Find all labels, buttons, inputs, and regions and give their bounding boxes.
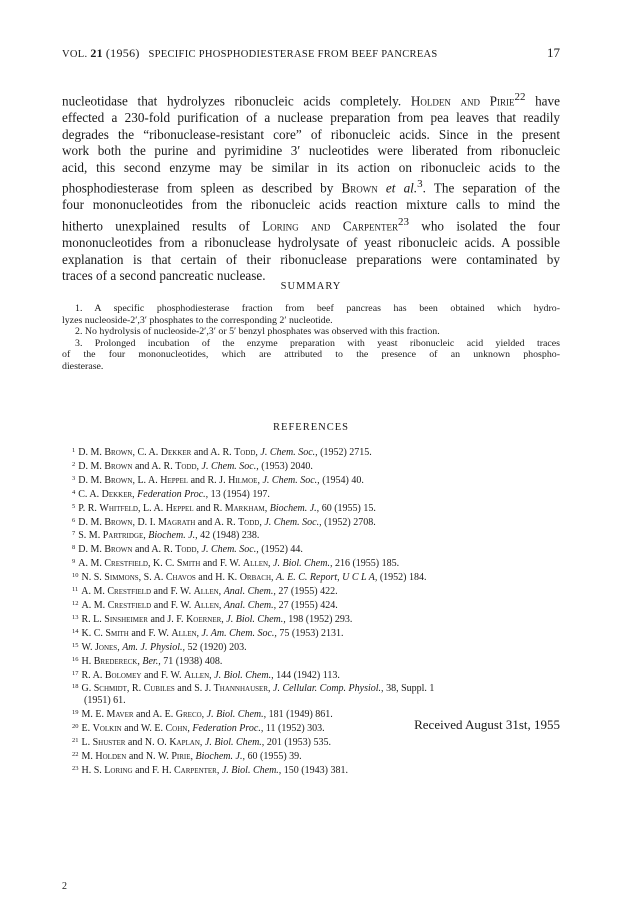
author-surname: Greco, [175,709,205,721]
author-surname: Thannhauser, [213,683,271,695]
summary-heading: SUMMARY [280,281,342,292]
reference-number: 21 [72,737,79,745]
reference-details: 75 (1953) 2131. [279,627,344,639]
reference-details: 201 (1953) 535. [266,737,331,749]
reference-journal: Anal. Chem., [223,586,276,598]
reference-journal: J. Chem. Soc., [264,516,322,528]
reference-journal: Am. J. Physiol., [122,641,185,653]
author-surname: Orbach, [239,572,274,584]
reference-details: (1953) 2040. [261,460,313,472]
author-surname: Maver [106,709,134,721]
volume-year: (1956) [105,46,140,60]
reference-item [72,528,562,542]
reference-journal: Biochem. J., [269,502,320,514]
body-line: degrades the “ribonuclease-resistant core” of ribonucleic acids. Since in the present [62,126,560,142]
author-surname: Loring [104,764,133,776]
reference-number: 4 [72,488,76,496]
reference-item [72,487,562,501]
reference-item [72,542,562,556]
reference-number: 2 [72,460,76,468]
reference-journal: J. Biol. Chem., [206,709,267,721]
summary-line: 2. No hydrolysis of nucleoside-2′,3′ or 5′ benzyl phosphates was observed with this fraction. [75,326,440,338]
reference-number: 23 [72,764,79,772]
reference-number: 19 [72,709,79,717]
reference-journal: Ber., [142,655,161,667]
author-surname: Simmons [104,572,139,584]
reference-authors: A. M. Crestfield, K. C. Smith and F. W. Allen, [78,558,271,570]
reference-number: 3 [72,474,76,482]
reference-item [72,570,562,584]
received-date: Received August 31st, 1955 [414,717,560,732]
author-surname: Allen, [171,627,200,639]
reference-journal: J. Chem. Soc., [262,474,320,486]
reference-authors: E. Volkin and W. E. Cohn, [81,723,190,735]
reference-item [72,515,562,529]
reference-journal: Biochem. J., [148,530,198,542]
reference-details: 27 (1955) 424. [278,599,338,611]
reference-authors: N. S. Simmons, S. A. Chavos and H. K. Orbach, [81,572,274,584]
reference-journal: A. E. C. Report, U C L A, [276,572,378,584]
summary-text [62,303,560,373]
reference-journal: J. Biol. Chem., [226,613,286,625]
page-number: 17 [547,45,560,60]
author-surname: Carpenter, [174,764,220,776]
running-header [62,45,560,63]
author-surname: Todd, [238,516,262,528]
author-surname: Sinsheimer [104,613,148,625]
author-surname: Allen, [184,669,212,681]
body-line: hitherto unexplained results of Loring and Carpenter$^{23}$ who isolated the four [62,215,561,234]
author-surname: Brown [104,474,133,486]
body-line: phosphodiesterase from spleen as described by Brown et al.$^3$. The separation of the [62,178,560,196]
author-citation: Loring and Carpenter [262,218,399,234]
reference-details: (1952) 44. [261,544,303,556]
reference-item [72,763,562,777]
summary-line: 1. A specific phosphodiesterase fraction from beef pancreas has been obtained which hydro- [75,303,560,314]
italic-text: et al. [385,180,418,196]
reference-journal: J. Chem. Soc., [201,460,259,472]
body-paragraph [62,89,560,285]
reference-authors: A. M. Crestfield and F. W. Allen, [81,586,222,598]
author-surname: Todd, [234,447,258,458]
summary-line: of the four mononucleotides, which are attributed to the presence of an unknown phospho- [62,349,560,361]
reference-details: 216 (1955) 185. [334,558,400,570]
author-surname: Heppel [165,502,194,514]
body-line: traces of a second pancreatic nuclease. [62,268,266,284]
reference-journal: Federation Proc., [192,723,264,735]
reference-journal: J. Am. Chem. Soc., [201,627,277,639]
reference-number: 1 [72,447,76,454]
reference-item [72,668,562,682]
reference-number: 9 [72,558,76,566]
reference-item [72,654,562,668]
reference-item [72,735,562,749]
body-line: four mononucleotides from the ribonucleic acids reaction mixture calls to mind the [62,197,560,213]
author-surname: Heppel [160,474,189,486]
reference-details: 11 (1952) 303. [265,723,325,735]
summary-line: diesterase. [62,360,104,372]
reference-item [72,598,562,612]
body-line: acid, this second enzyme may be similar in its action on ribonucleic acids to the [62,159,560,175]
author-surname: Cubiles [143,683,175,695]
reference-item [72,626,562,640]
reference-item [72,640,562,654]
reference-journal: J. Biol. Chem., [221,764,282,776]
reference-details: 150 (1943) 381. [283,764,348,776]
reference-authors: D. M. Brown, C. A. Dekker and A. R. Todd, [78,447,258,458]
reference-authors: C. A. Dekker, [78,488,135,500]
reference-number: 10 [72,572,79,580]
reference-item [72,556,562,570]
reference-details: 42 (1948) 238. [200,530,260,542]
reference-authors: W. Jones, [81,641,120,653]
author-surname: Kaplan, [169,737,203,749]
reference-authors: H. Bredereck, [81,655,140,667]
reference-number: 5 [72,502,76,510]
reference-number: 11 [72,586,79,594]
summary-line: 3. Prolonged incubation of the enzyme preparation with yeast ribonucleic acid yielded traces [75,337,560,349]
reference-authors: L. Shuster and N. O. Kaplan, [81,737,203,749]
reference-journal: Anal. Chem., [223,599,277,611]
author-surname: Shuster [92,737,126,749]
volume-number: 21 [90,46,103,60]
reference-journal: Biochem. J., [195,750,245,762]
author-surname: Partridge, [102,530,146,542]
reference-authors: D. M. Brown, L. A. Heppel and R. J. Hilmoe, [78,474,260,486]
author-surname: Holden [95,750,127,762]
reference-item [72,501,562,515]
reference-details: 60 (1955) 39. [247,750,302,762]
reference-number: 12 [72,599,79,607]
reference-item [72,681,562,695]
reference-item [72,584,562,598]
body-line: explanation is that certain of their ribonuclease preparations were contaminated by [62,251,560,267]
reference-number: 22 [72,750,79,758]
references-heading: REFERENCES [273,422,349,433]
author-surname: Smith [105,627,129,639]
reference-journal: J. Cellular. Comp. Physiol., [273,683,384,695]
reference-number: 18 [72,683,79,691]
author-surname: Smith [176,558,201,570]
reference-authors: R. L. Sinsheimer and J. F. Koerner, [81,613,224,625]
body-line: nucleotidase that hydrolyzes ribonucleic acids completely. Holden and Pirie$^{22}$ have [62,91,560,109]
reference-number: 16 [72,655,79,663]
reference-authors: M. Holden and N. W. Pirie, [81,750,194,762]
author-citation: Brown [341,180,378,196]
author-surname: Dekker [160,447,192,458]
reference-details: 144 (1942) 113. [276,669,340,681]
reference-details: 181 (1949) 861. [268,709,333,721]
author-surname: Dekker, [101,488,135,500]
author-surname: Chavos [165,572,196,584]
author-surname: Brown [104,516,133,528]
reference-number: 8 [72,544,76,552]
author-surname: Brown [104,460,133,472]
citation-superscript: 3 [417,178,423,191]
body-line: effected a 230-fold purification of a nuclease preparation from pea leaves that readily [62,109,560,125]
reference-item [72,473,562,487]
reference-item [72,749,562,763]
reference-details: 71 (1938) 408. [163,655,223,667]
reference-details: (1954) 40. [322,474,364,486]
reference-authors: R. A. Bolomey and F. W. Allen, [81,669,212,681]
reference-authors: M. E. Maver and A. E. Greco, [81,709,205,721]
reference-number: 17 [72,669,79,677]
author-surname: Crestfield [104,558,148,570]
reference-authors: D. M. Brown and A. R. Todd, [78,460,200,472]
reference-authors: P. R. Whitfeld, L. A. Heppel and R. Markham, [78,502,268,514]
reference-number: 15 [72,641,79,649]
reference-details: 13 (1954) 197. [210,488,270,500]
author-surname: Hilmoe, [228,474,260,486]
reference-details: 198 (1952) 293. [288,613,353,625]
author-surname: Todd, [175,460,200,472]
author-surname: Allen, [242,558,271,570]
reference-number: 6 [72,516,76,524]
body-line: work both the purine and pyrimidine 3′ nucleotides were liberated from ribonucleic [62,143,560,159]
reference-item [72,612,562,626]
reference-authors: D. M. Brown, D. I. Magrath and A. R. Todd, [78,516,262,528]
author-surname: Allen, [193,599,222,611]
citation-superscript: 22 [514,91,526,103]
author-surname: Volkin [92,723,122,735]
reference-journal: J. Biol. Chem., [204,737,265,749]
running-title: SPECIFIC PHOSPHODIESTERASE FROM BEEF PANCREAS [148,49,438,60]
citation-superscript: 23 [398,215,410,228]
reference-journal: J. Biol. Chem., [214,669,274,681]
author-surname: Whitfeld [99,502,138,514]
reference-details: (1952) 2708. [324,516,376,528]
reference-journal: J. Biol. Chem., [273,558,333,570]
reference-authors: K. C. Smith and F. W. Allen, [81,627,200,639]
author-surname: Bolomey [104,669,142,681]
reference-details: 52 (1920) 203. [187,641,247,653]
summary-line: lyzes nucleoside-2′,3′ phosphates to the corresponding 2′ nucleotide. [62,314,333,326]
reference-details: 38, Suppl. 1 [386,683,435,695]
author-surname: Bredereck, [93,655,140,667]
body-line: mononucleotides from a ribonuclease hydrolysate of yeast ribonucleic acids. A possible [62,234,560,250]
reference-authors: S. M. Partridge, [78,530,146,542]
reference-authors: G. Schmidt, R. Cubiles and S. J. Thannhauser, [81,683,271,695]
reference-details: 27 (1955) 422. [278,586,338,598]
author-citation: Holden and Pirie [410,93,515,109]
author-surname: Brown [104,544,133,556]
author-surname: Brown [104,447,133,458]
reference-item [72,445,562,459]
reference-authors: H. S. Loring and F. H. Carpenter, [81,764,220,776]
reference-item [72,459,562,473]
footer-number: 2 [62,881,67,892]
author-surname: Allen, [193,586,222,598]
reference-number: 7 [72,530,76,538]
reference-details: (1952) 2715. [320,447,372,458]
author-surname: Pirie, [171,750,194,762]
reference-journal: Federation Proc., [137,488,209,500]
volume-label: VOL. [62,49,88,60]
reference-number: 13 [72,613,79,621]
author-surname: Magrath [158,516,196,528]
reference-continuation: (1951) 61. [84,695,126,707]
reference-journal: J. Chem. Soc., [260,447,318,458]
reference-number: 20 [72,723,79,731]
author-surname: Crestfield [107,586,152,598]
author-surname: Koerner, [186,613,224,625]
reference-details: 60 (1955) 15. [321,502,376,514]
author-surname: Jones, [95,641,120,653]
reference-details: (1952) 184. [379,572,427,584]
reference-authors: D. M. Brown and A. R. Todd, [78,544,200,556]
author-surname: Cohn, [165,723,190,735]
running-header-left [62,46,438,61]
author-surname: Todd, [175,544,200,556]
author-surname: Schmidt [93,683,127,695]
reference-journal: J. Chem. Soc., [201,544,259,556]
reference-number: 14 [72,627,79,635]
author-surname: Markham, [224,502,268,514]
author-surname: Crestfield [107,599,152,611]
reference-authors: A. M. Crestfield and F. W. Allen, [81,599,222,611]
